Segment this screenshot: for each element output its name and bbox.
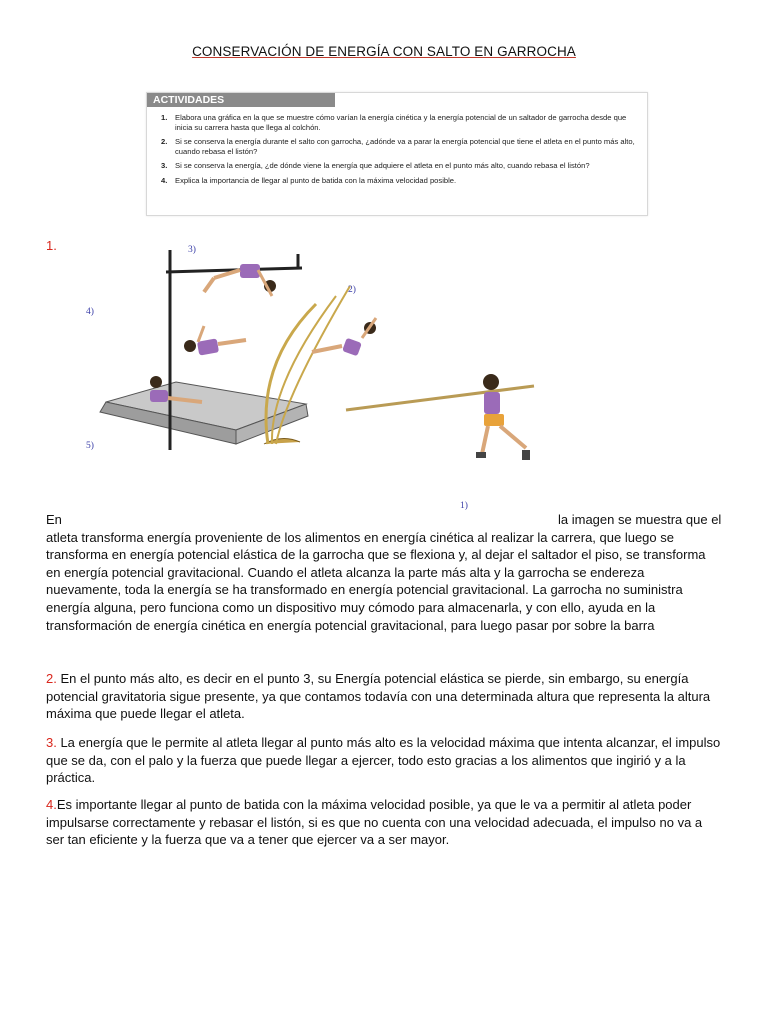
answer-2-text: En el punto más alto, es decir en el punto 3, su Energía potencial elástica se pierde, sin embargo, su energía potencial gravitatoria sigue presente, ya que contamos todavía con una determinada altura que representa la altura máxima que puede llegar el atleta. <box>46 671 711 722</box>
answer-3 <box>46 734 722 787</box>
activity-text: Elabora una gráfica en la que se muestre cómo varían la energía cinética y la energía potencial de un saltador de garrocha desde que inicia su carrera hasta que llega al colchón. <box>175 113 627 132</box>
figure-label-3: 3) <box>188 245 196 255</box>
answer-4-text: Es importante llegar al punto de batida con la máxima velocidad posible, ya que le va a permitir al atleta poder impulsarse correctamente y rebasar el listón, si es que no cuenta con una velocidad adecuada, el impulso no va a ser tan eficiente y la fuerza que va a tener que ejercer va a ser mayor. <box>46 797 703 848</box>
activity-text: Si se conserva la energía, ¿de dónde viene la energía que adquiere el atleta en el punto más alto, cuando rebasa el listón? <box>175 161 590 171</box>
activity-number: 3. <box>161 161 168 171</box>
answer-1-first-word: En <box>46 512 62 527</box>
answer-2 <box>46 670 722 723</box>
answer-2-number: 2. <box>46 671 57 686</box>
activities-box <box>146 92 648 216</box>
activity-number: 1. <box>161 113 168 122</box>
answer-1-first-line: la imagen se muestra que el <box>558 512 722 527</box>
activity-item <box>161 113 637 132</box>
activity-text: Explica la importancia de llegar al punto de batida con la máxima velocidad posible. <box>175 175 457 185</box>
activities-header: ACTIVIDADES <box>147 93 335 107</box>
answer-4-number: 4. <box>46 797 57 812</box>
answer-3-text: La energía que le permite al atleta llegar al punto más alto es la velocidad máxima que intenta alcanzar, el impulso que se da, con el palo y la fuerza que puede llegar a ejercer, todo esto gracias a los alimentos que ingirió y a la práctica. <box>46 735 721 786</box>
activity-number: 2. <box>161 137 168 147</box>
activity-item <box>161 176 637 186</box>
answer-3-number: 3. <box>46 735 57 750</box>
answer-1-text: atleta transforma energía proveniente de los alimentos en energía cinética al realizar la carrera, que luego se transforma en energía potencial elástica de la garrocha que se flexiona y, al dejar el saltador el piso, se transforma en energía potencial gravitacional. Cuando el atleta alcanza la parte más alta y la garrocha se endereza nuevamente, toda la energía se ha transformado en energía potencial gravitacional. La garrocha no suministra energía alguna, pero funciona como un dispositivo muy cómodo para almacenarla, y con ello, ayuda en la transformación de energía cinética en energía potencial gravitacional, para luego pasar por sobre la barra <box>46 529 706 633</box>
figure-label-4: 4) <box>86 307 94 317</box>
figure-label-5: 5) <box>86 441 94 451</box>
figure-label-1: 1) <box>460 501 468 510</box>
page-title: CONSERVACIÓN DE ENERGÍA CON SALTO EN GARROCHA <box>192 44 576 59</box>
answer-4 <box>46 796 722 849</box>
landing-mat <box>100 382 308 444</box>
pole-vault-illustration <box>86 234 548 510</box>
activity-item <box>161 137 637 156</box>
activity-text: Si se conserva la energía durante el salto con garrocha, ¿adónde va a parar la energía potencial que tiene el atleta en el punto más alto, cuando rebasa el listón? <box>175 137 635 156</box>
activity-number: 4. <box>161 175 168 185</box>
figure-label-2: 2) <box>348 285 356 295</box>
athlete-falling <box>184 326 246 356</box>
activity-item <box>161 161 637 171</box>
runner-pole <box>346 386 534 410</box>
activities-list <box>161 113 637 191</box>
answer-1-number: 1. <box>46 238 57 253</box>
